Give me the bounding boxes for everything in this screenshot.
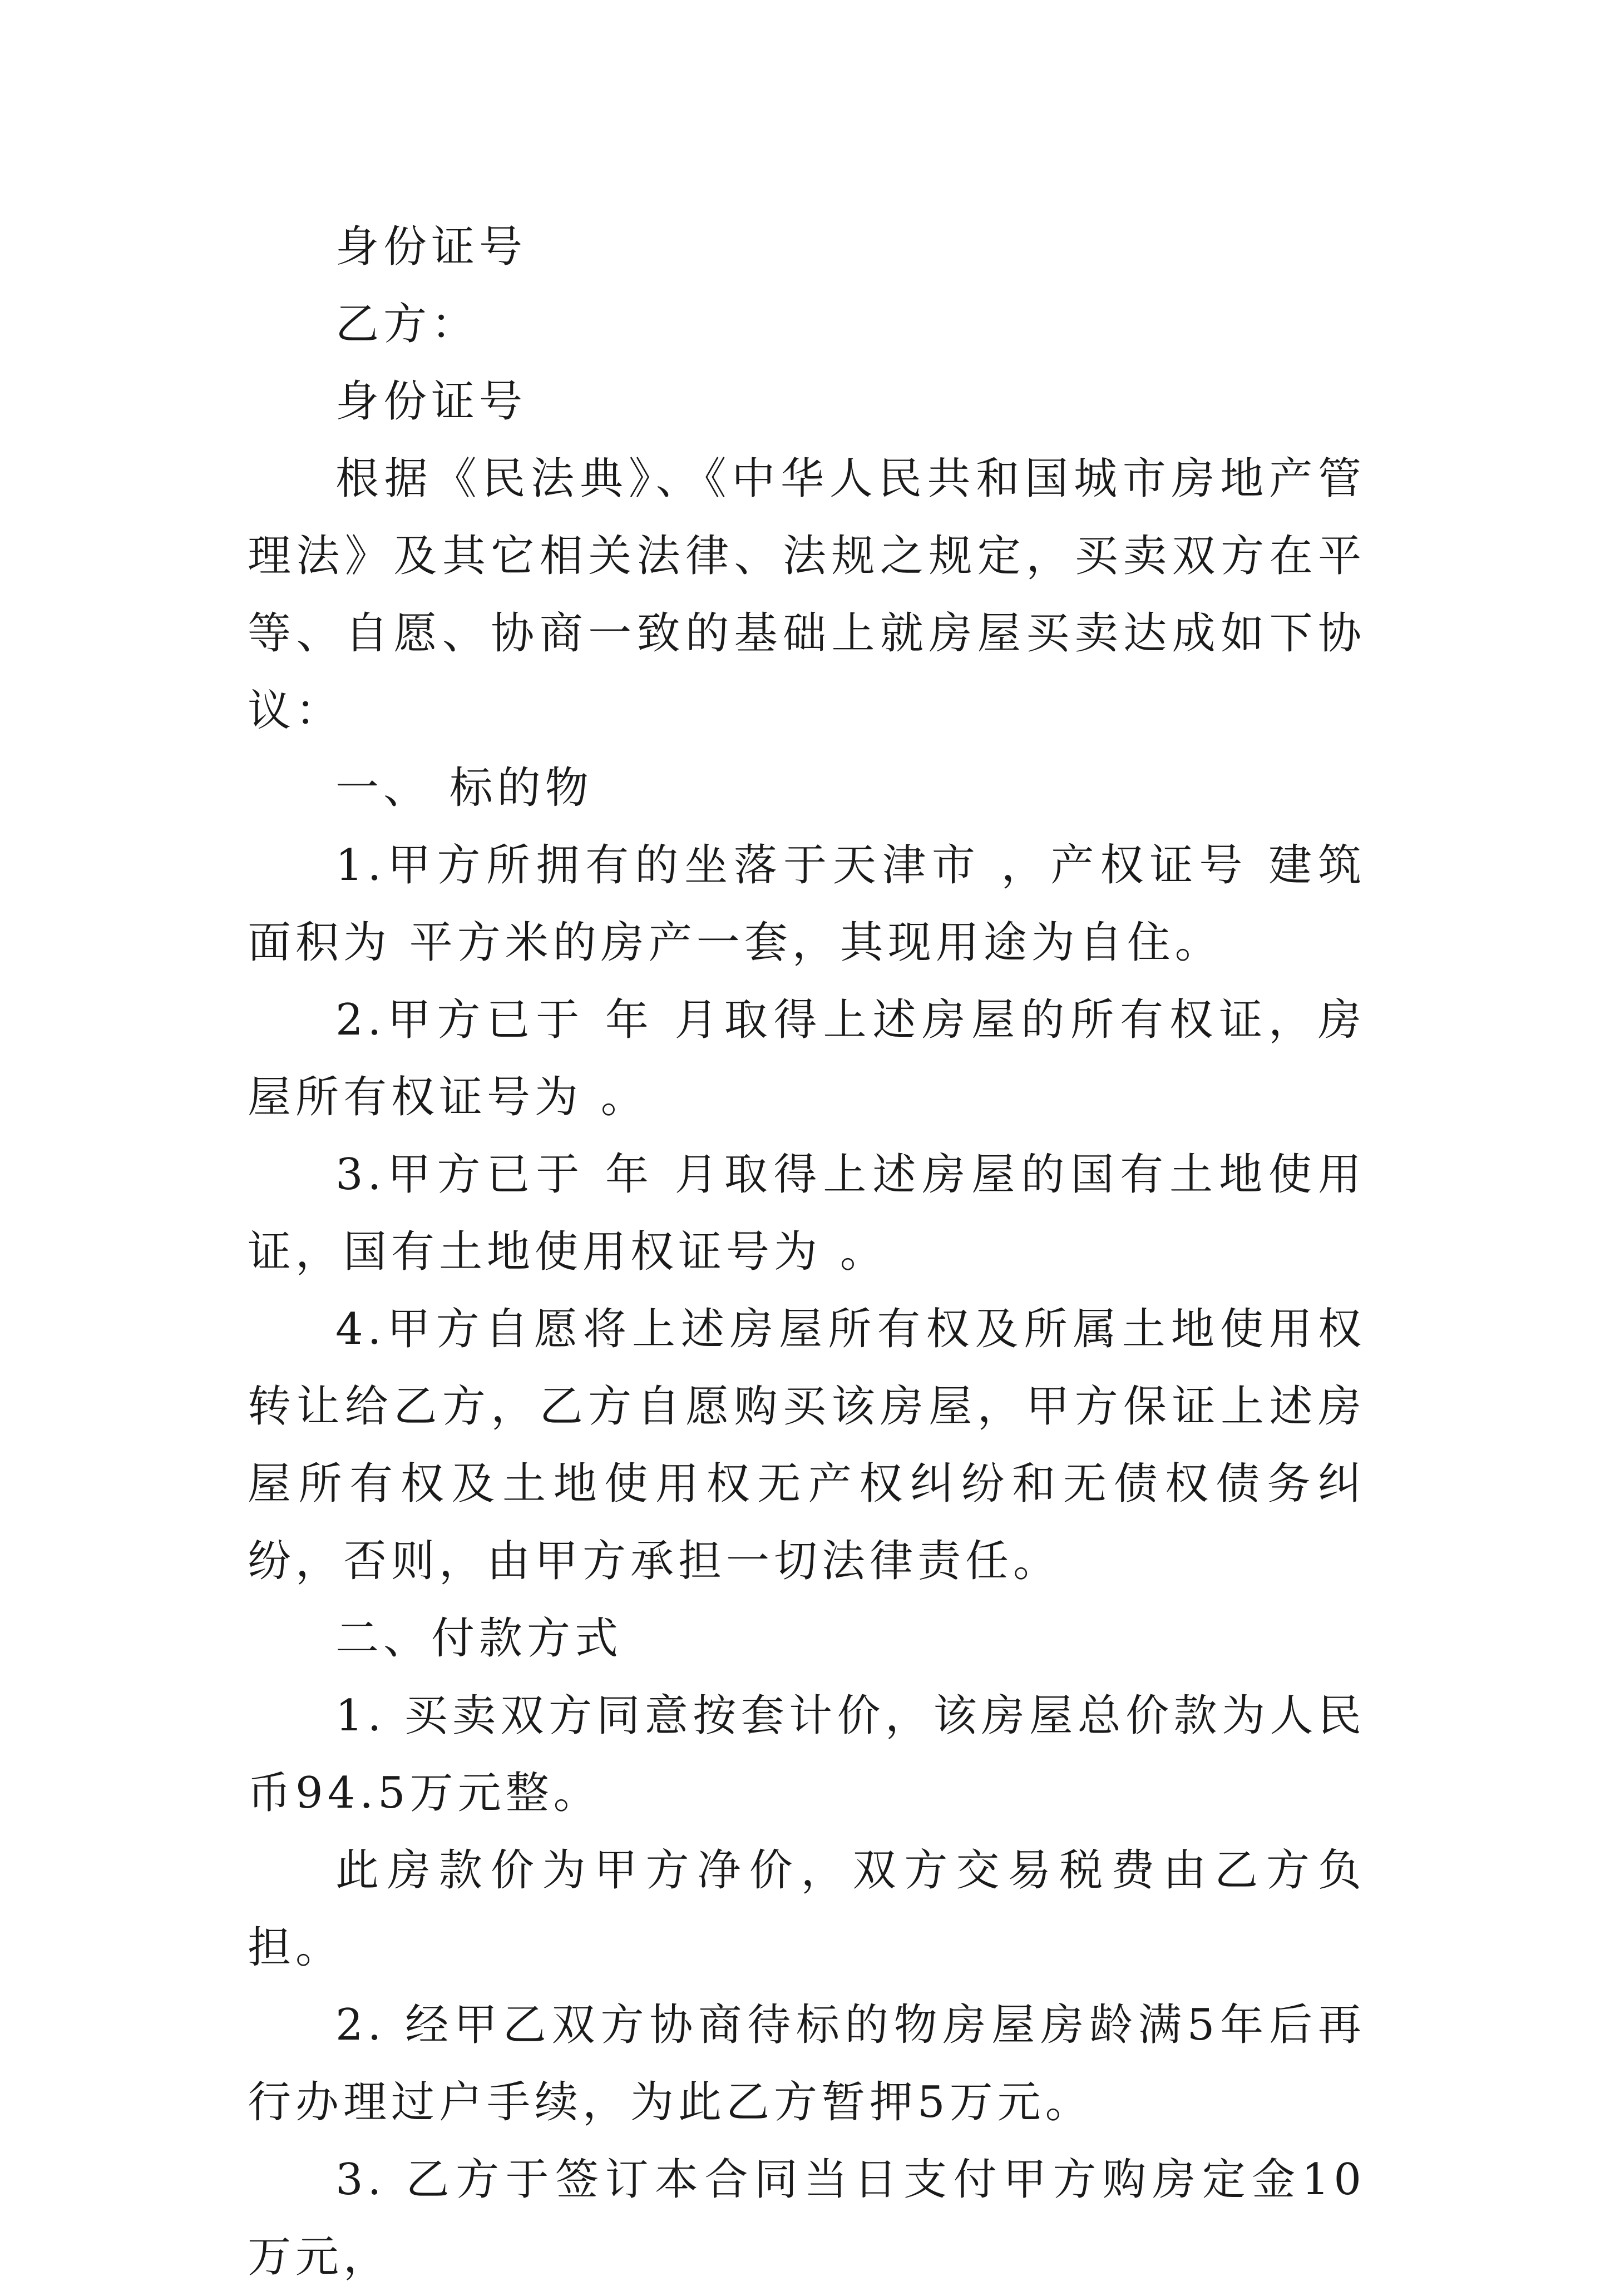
section-heading-subject: 一、 标的物 <box>335 763 593 813</box>
clause-1-3: 3.甲方已于 年 月取得上述房屋的国有土地使用证，国有土地使用权证号为 。 <box>248 1150 1366 1277</box>
paragraph-preamble: 根据《民法典》、《中华人民共和国城市房地产管理法》及其它相关法律、法规之规定，买卖双方在平等、自愿、协商一致的基础上就房屋买卖达成如下协议： <box>248 454 1366 736</box>
section-heading-payment: 二、付款方式 <box>335 1614 623 1664</box>
clause-2-1: 1. 买卖双方同意按套计价，该房屋总价款为人民币94.5万元整。 <box>248 1691 1366 1818</box>
clause-2-3: 3. 乙方于签订本合同当日支付甲方购房定金10万元， <box>248 2155 1366 2282</box>
paragraph-id-number-b: 身份证号 <box>335 377 527 427</box>
paragraph-id-number-a: 身份证号 <box>335 222 527 272</box>
document-body <box>248 209 1366 2296</box>
clause-1-2: 2.甲方已于 年 月取得上述房屋的所有权证，房屋所有权证号为 。 <box>248 995 1366 1122</box>
clause-2-note: 此房款价为甲方净价，双方交易税费由乙方负担。 <box>248 1845 1366 1973</box>
clause-1-4: 4.甲方自愿将上述房屋所有权及所属土地使用权转让给乙方，乙方自愿购买该房屋，甲方保证上述房屋所有权及土地使用权无产权纠纷和无债权债务纠纷，否则，由甲方承担一切法律责任。 <box>248 1304 1366 1586</box>
clause-2-2: 2. 经甲乙双方协商待标的物房屋房龄满5年后再行办理过户手续，为此乙方暂押5万元。 <box>248 2000 1366 2127</box>
clause-1-1: 1.甲方所拥有的坐落于天津市 ，产权证号 建筑面积为 平方米的房产一套，其现用途为自住。 <box>248 840 1366 968</box>
paragraph-party-b: 乙方： <box>335 299 480 349</box>
